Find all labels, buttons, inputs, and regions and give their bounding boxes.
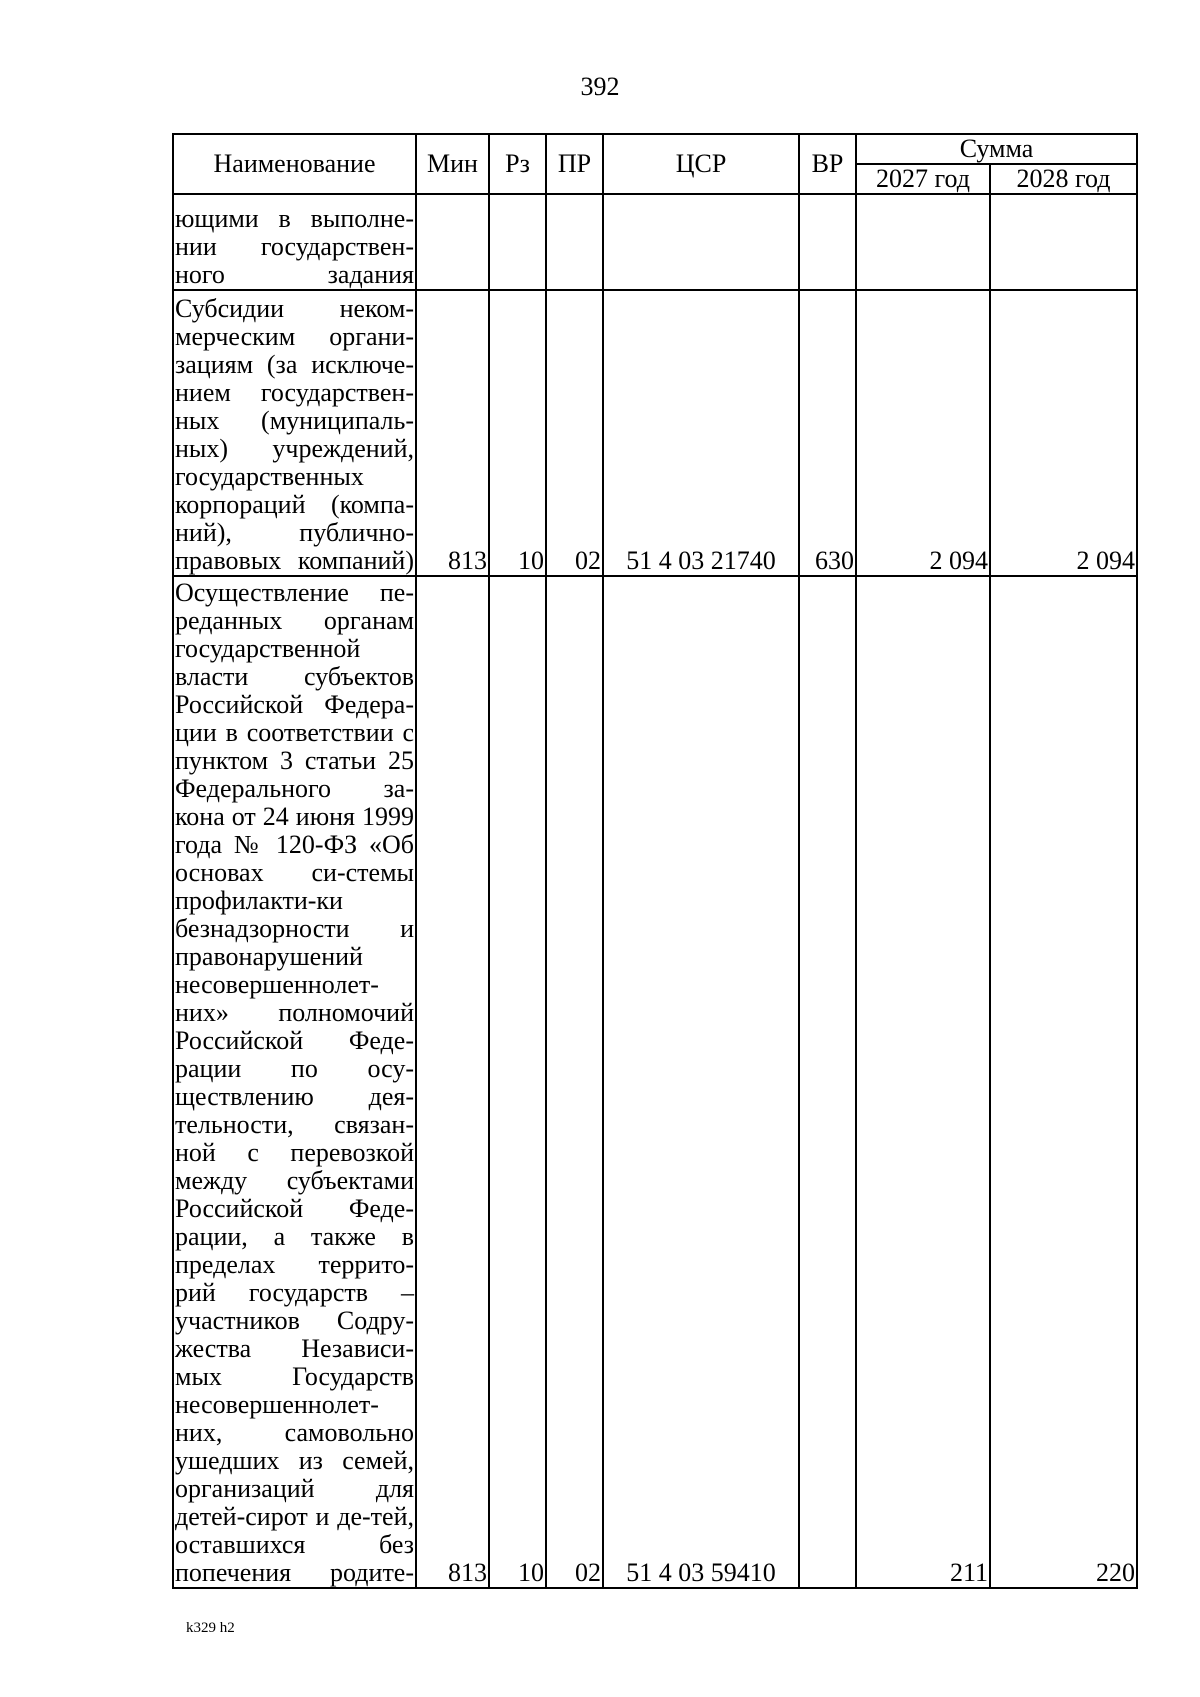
row-y2028	[990, 194, 1137, 290]
row-y2027: 2 094	[856, 290, 990, 576]
header-year-2028: 2028 год	[990, 164, 1137, 194]
row-vr	[799, 194, 856, 290]
row-csr: 51 4 03 21740	[603, 290, 799, 576]
row-vr: 630	[799, 290, 856, 576]
row-y2028: 2 094	[990, 290, 1137, 576]
row-min	[416, 194, 489, 290]
header-min: Мин	[416, 134, 489, 194]
header-sum: Сумма	[856, 134, 1137, 164]
row-rz	[489, 194, 546, 290]
row-pr: 02	[546, 576, 603, 1588]
row-y2027: 211	[856, 576, 990, 1588]
header-pr: ПР	[546, 134, 603, 194]
table-row	[173, 290, 1137, 576]
row-name: Субсидии неком-мерческим органи-зациям (за исключе-нием государствен-ных (муниципаль-ных) учреждений, государственных корпораций (компа-ний), публично-правовых компаний)	[173, 290, 416, 576]
row-y2028: 220	[990, 576, 1137, 1588]
header-rz: Рз	[489, 134, 546, 194]
page-number: 392	[580, 72, 620, 101]
row-min: 813	[416, 290, 489, 576]
row-rz: 10	[489, 290, 546, 576]
row-name: Осуществление пе-реданных органам государственной власти субъектов Российской Федера-ции в соответствии с пунктом 3 статьи 25 Федерального за-кона от 24 июня 1999 года № 120-ФЗ «Об основах си-стемы профилакти-ки безнадзорности и правонарушений несовершеннолет-них» полномочий Российской Феде-рации по осу-ществлению дея-тельности, связан-ной с перевозкой между субъектами Российской Феде-рации, а также в пределах террито-рий государств – участников Содру-жества Независи-мых Государств несовершеннолет-них, самовольно ушедших из семей, организаций для детей-сирот и де-тей, оставшихся без попечения родите-	[175, 578, 414, 1587]
budget-table	[172, 133, 1138, 1589]
header-vr: ВР	[799, 134, 856, 194]
row-vr	[799, 576, 856, 1588]
row-pr: 02	[546, 290, 603, 576]
header-csr: ЦСР	[603, 134, 799, 194]
document-code: k329 h2	[186, 1620, 235, 1636]
row-name: ющими в выполне-нии государствен-ного задания	[173, 194, 416, 290]
header-name: Наименование	[173, 134, 416, 194]
row-y2027	[856, 194, 990, 290]
row-min: 813	[416, 576, 489, 1588]
table-row	[173, 194, 1137, 290]
header-row	[173, 134, 1137, 164]
row-rz: 10	[489, 576, 546, 1588]
row-pr	[546, 194, 603, 290]
row-csr	[603, 194, 799, 290]
header-year-2027: 2027 год	[856, 164, 990, 194]
row-csr: 51 4 03 59410	[603, 576, 799, 1588]
table-row	[173, 576, 1137, 1588]
